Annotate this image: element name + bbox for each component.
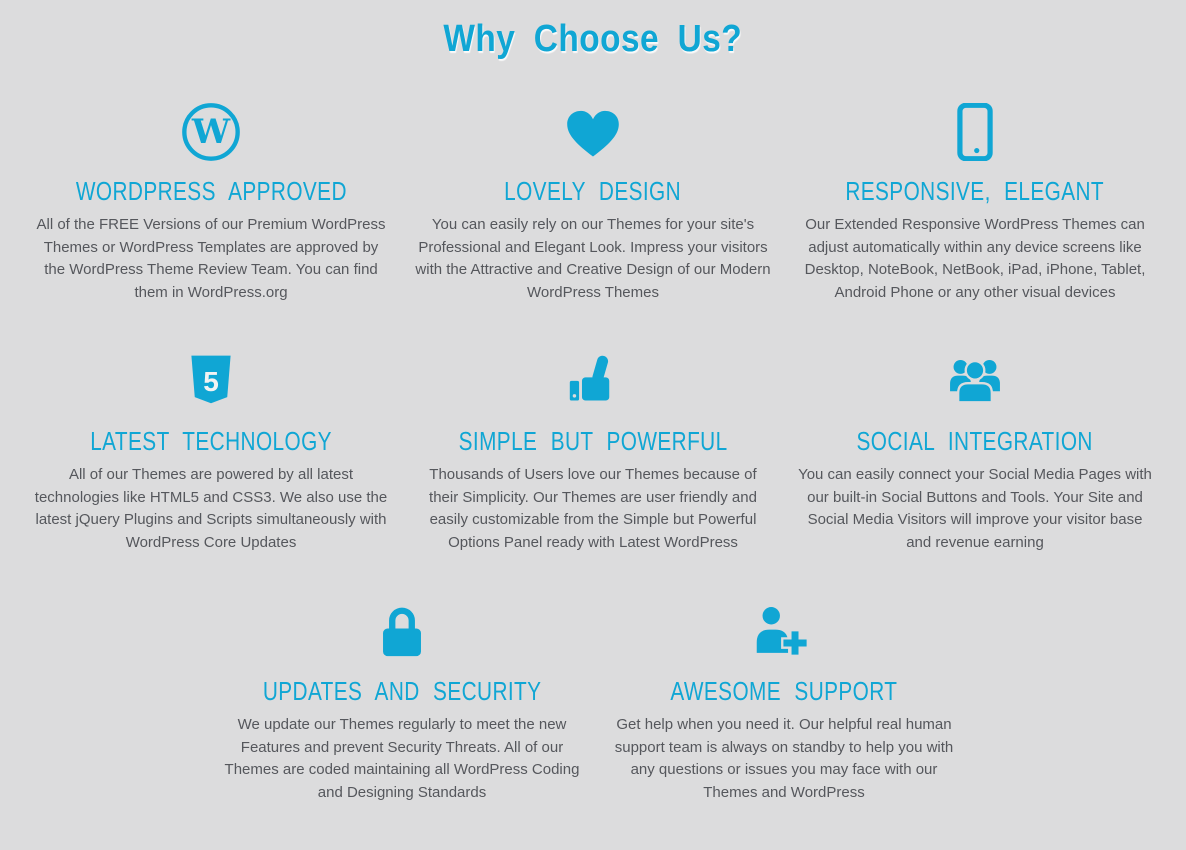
feature-description: You can easily connect your Social Media Pages with our built-in Social Buttons and Tools. Your Site and Social Media Visitors will improve your visitor base and revenue earning bbox=[798, 466, 1152, 551]
users-icon bbox=[797, 350, 1153, 414]
lock-icon bbox=[224, 600, 580, 664]
feature-title: UPDATES AND SECURITY bbox=[262, 676, 542, 706]
feature-card-latest-technology bbox=[20, 350, 402, 554]
feature-title: LATEST TECHNOLOGY bbox=[90, 426, 332, 456]
feature-description: Get help when you need it. Our helpful real human support team is always on standby to help you with any questions or issues you may face with our Themes and WordPress bbox=[614, 716, 954, 801]
feature-title: WORDPRESS APPROVED bbox=[75, 176, 347, 206]
page-title: Why Choose Us? bbox=[443, 18, 743, 60]
svg-text:W: W bbox=[191, 112, 231, 153]
feature-title: SOCIAL INTEGRATION bbox=[856, 426, 1094, 456]
feature-description: All of the FREE Versions of our Premium WordPress Themes or WordPress Templates are approved by the WordPress Theme Review Team. You can find them in WordPress.org bbox=[36, 216, 386, 301]
feature-card-wordpress-approved bbox=[20, 100, 402, 304]
feature-title: RESPONSIVE, ELEGANT bbox=[845, 176, 1105, 206]
feature-title: AWESOME SUPPORT bbox=[670, 676, 898, 706]
feature-title: LOVELY DESIGN bbox=[504, 176, 682, 206]
user-plus-icon bbox=[606, 600, 962, 664]
feature-card-social-integration bbox=[784, 350, 1166, 554]
thumbs-up-icon bbox=[415, 350, 771, 414]
svg-text:5: 5 bbox=[203, 365, 219, 397]
feature-description: Our Extended Responsive WordPress Themes can adjust automatically within any device screens like Desktop, NoteBook, NetBook, iPad, iPhone, Tablet, Android Phone or any other visual devices bbox=[804, 216, 1146, 301]
feature-card-lovely-design bbox=[402, 100, 784, 304]
feature-title: SIMPLE BUT POWERFUL bbox=[458, 426, 728, 456]
feature-card-responsive-elegant bbox=[784, 100, 1166, 304]
feature-card-updates-and-security bbox=[211, 600, 593, 804]
heart-icon bbox=[415, 100, 771, 164]
features-grid bbox=[18, 100, 1168, 850]
feature-description: We update our Themes regularly to meet the new Features and prevent Security Threats. All of our Themes are coded maintaining all WordPress Coding and Designing Standards bbox=[224, 716, 580, 801]
feature-card-awesome-support bbox=[593, 600, 975, 804]
feature-description: Thousands of Users love our Themes because of their Simplicity. Our Themes are user friendly and easily customizable from the Simple but Powerful Options Panel ready with Latest WordPress bbox=[429, 466, 757, 551]
tablet-icon bbox=[797, 100, 1153, 164]
feature-description: You can easily rely on our Themes for your site's Professional and Elegant Look. Impress your visitors with the Attractive and Creative Design of our Modern WordPress Themes bbox=[415, 216, 771, 301]
html5-icon bbox=[33, 350, 389, 414]
feature-card-simple-but-powerful bbox=[402, 350, 784, 554]
wordpress-icon bbox=[33, 100, 389, 164]
feature-description: All of our Themes are powered by all latest technologies like HTML5 and CSS3. We also use the latest jQuery Plugins and Scripts simultaneously with WordPress Core Updates bbox=[34, 466, 388, 551]
